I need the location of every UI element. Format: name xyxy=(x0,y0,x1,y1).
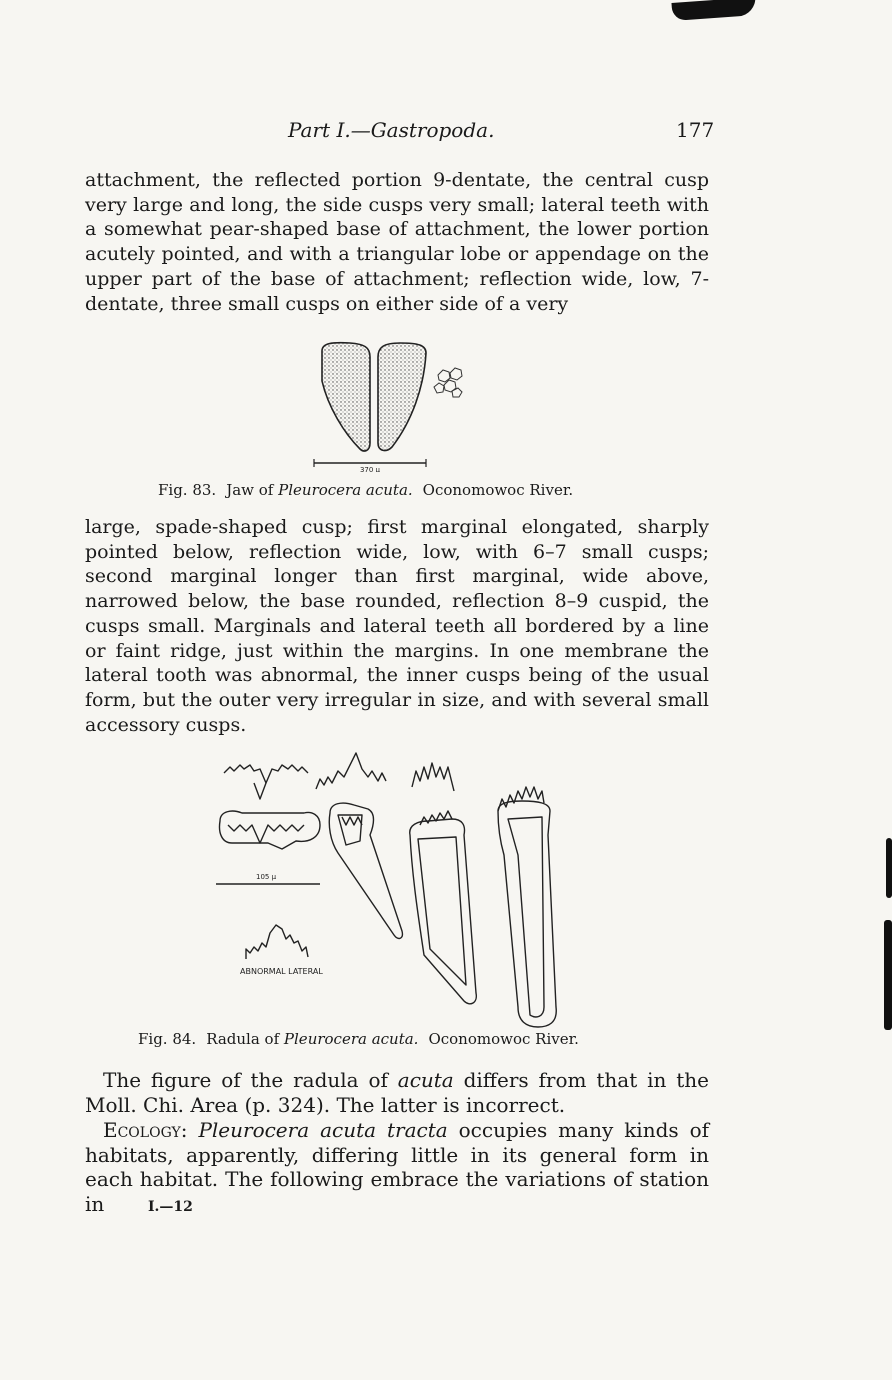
figure-caption xyxy=(138,1030,579,1048)
caption-text: Jaw of xyxy=(226,481,274,499)
body-paragraph xyxy=(85,1068,709,1117)
lateral-tooth-reflection xyxy=(316,753,386,789)
text-run: The figure of the radula of xyxy=(103,1068,388,1092)
body-paragraph: attachment, the reflected portion 9-dentate, the central cusp very large and long, the side cusps very small; lateral teeth with a somewhat pear-shaped base of attachment, the lower portion acutely pointed, and with a triangular lobe or appendage on the upper part of the base of attachment; reflection wide, low, 7-dentate, three small cusps on either side of a very xyxy=(85,169,709,315)
central-tooth-cusps xyxy=(228,825,304,843)
figure-jaw xyxy=(308,337,478,472)
first-marginal-tooth xyxy=(410,819,477,1004)
scale-label: 105 μ xyxy=(256,873,277,881)
caption-number: Fig. 83. xyxy=(158,481,217,499)
abnormal-lateral-sketch xyxy=(246,925,308,959)
first-marginal-inner-ridge xyxy=(418,837,466,985)
signature-mark: I.—12 xyxy=(148,1199,193,1215)
page-edge-mark xyxy=(884,920,892,1030)
ink-blot xyxy=(671,0,756,21)
abnormal-lateral-label: ABNORMAL LATERAL xyxy=(240,967,323,976)
body-paragraph: large, spade-shaped cusp; first marginal elongated, sharply pointed below, reflection wide, low, with 6–7 small cusps; second marginal longer than first marginal, wide above, narrowed below, the base rounded, reflection 8–9 cuspid, the cusps small. Marginals and lateral teeth all bordered by a line or faint ridge, just within the margins. In one membrane the lateral tooth was abnormal, the inner cusps being of the usual form, but the outer very irregular in size, and with several small accessory cusps. xyxy=(85,516,709,736)
species-name: acuta xyxy=(397,1068,454,1092)
page-number: 177 xyxy=(676,118,715,142)
second-marginal-cusps xyxy=(498,787,544,811)
species-name: Pleurocera acuta tracta xyxy=(198,1118,448,1142)
page-header xyxy=(0,118,892,146)
text-run: occupies many kinds of habitats, apparently, differing little in its general form in each habitat. The following embrace the variations of station in xyxy=(85,1118,710,1216)
first-marginal-cusps xyxy=(420,811,452,825)
caption-species: Pleurocera acuta. xyxy=(283,1030,419,1048)
running-head: Part I.—Gastropoda. xyxy=(288,118,495,142)
radula-illustration xyxy=(212,745,582,1030)
central-tooth-reflection xyxy=(224,765,308,783)
figure-radula xyxy=(212,745,582,1030)
second-marginal-inner-ridge xyxy=(508,817,544,1017)
jaw-cells xyxy=(434,368,462,397)
jaw-right-plate xyxy=(378,343,426,450)
marginal-tooth-reflection xyxy=(412,763,454,791)
caption-locality: Oconomowoc River. xyxy=(422,481,574,499)
central-cusp xyxy=(254,783,266,799)
caption-number: Fig. 84. xyxy=(138,1030,197,1048)
caption-text: Radula of xyxy=(206,1030,280,1048)
text-run: differs from that in the Moll. Chi. Area (p. 324). The latter is incorrect. xyxy=(85,1068,709,1117)
lateral-tooth-lobe xyxy=(338,815,362,845)
jaw-left-plate xyxy=(322,343,370,451)
scale-label: 370 μ xyxy=(359,466,381,472)
lateral-tooth-cusps xyxy=(342,817,362,825)
second-marginal-tooth xyxy=(498,801,556,1027)
jaw-illustration xyxy=(308,337,478,472)
section-label: Ecology: xyxy=(103,1118,188,1142)
page-edge-mark xyxy=(886,838,892,898)
figure-caption xyxy=(158,481,573,499)
caption-species: Pleurocera acuta. xyxy=(278,481,413,499)
caption-locality: Oconomowoc River. xyxy=(428,1030,579,1048)
